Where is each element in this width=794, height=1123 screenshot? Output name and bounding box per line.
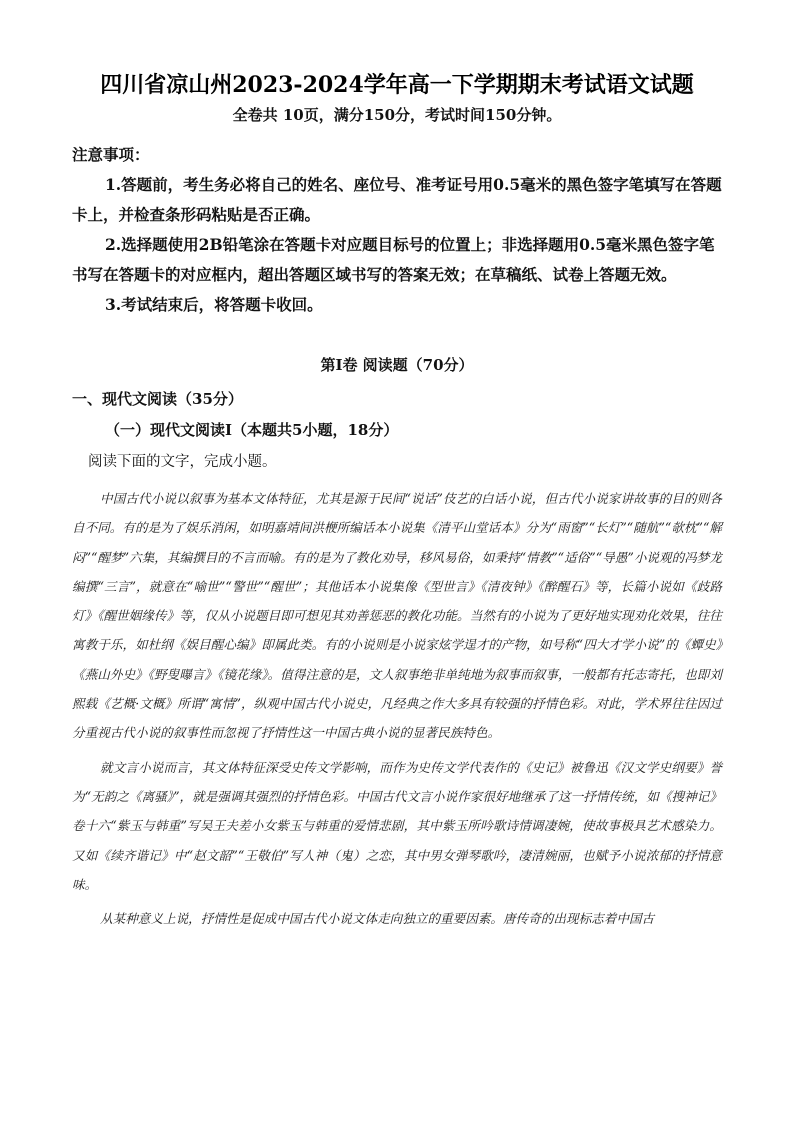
note-item-1: 1.答题前，考生务必将自己的姓名、座位号、准考证号用0.5毫米的黑色签字笔填写在答题卡上，并检查条形码粘贴是否正确。 [72, 175, 722, 224]
passage-paragraph-2: 就文言小说而言，其文体特征深受史传文学影响，而作为史传文学代表作的《史记》被鲁迅《汉文学史纲要》誉为“无韵之《离骚》”，就是强调其强烈的抒情色彩。中国古代文言小说作家很好地继承了这一抒情传统，如《搜神记》卷十六“紫玉与韩重”写吴王夫差小女紫玉与韩重的爱情悲剧，其中紫玉所吟歌诗情调凄婉，使故事极具艺术感染力。又如《续齐谐记》中“赵文韶”“王敬伯”写人神（鬼）之恋，其中男女弹琴歌吟，凄清婉丽，也赋予小说浓郁的抒情意味。 [72, 759, 722, 892]
document-subtitle: 全卷共 10页，满分150分，考试时间150分钟。 [232, 106, 562, 124]
sub-part-title: （一）现代文阅读Ⅰ（本题共5小题，18分） [105, 421, 399, 439]
reading-passage [72, 484, 722, 938]
note-item-3: 3.考试结束后，将答题卡收回。 [105, 295, 323, 314]
passage-paragraph-1: 中国古代小说以叙事为基本文体特征，尤其是源于民间“说话”伎艺的白话小说，但古代小说家讲故事的目的则各自不同。有的是为了娱乐消闲，如明嘉靖间洪楩所编话本小说集《清平山堂话本》分为“雨窗”“长灯”“随航”“欹枕”“解闷”“醒梦”六集，其编撰目的不言而喻。有的是为了教化劝导，移风易俗，如秉持“情教”“适俗”“导愚”小说观的冯梦龙编撰“三言”，就意在“喻世”“警世”“醒世”；其他话本小说集像《型世言》《清夜钟》《醉醒石》等，长篇小说如《歧路灯》《醒世姻缘传》等，仅从小说题目即可想见其劝善惩恶的教化功能。当然有的小说为了更好地实现劝化效果，往往寓教于乐，如杜纲《娱目醒心编》即属此类。有的小说则是小说家炫学逞才的产物，如号称“四大才学小说”的《蟫史》《燕山外史》《野叟曝言》《镜花缘》。值得注意的是，文人叙事绝非单纯地为叙事而叙事，一般都有托志寄托，也即刘熙载《艺概·文概》所谓“寓情”，纵观中国古代小说史，凡经典之作大多具有较强的抒情色彩。对此，学术界往往因过分重视古代小说的叙事性而忽视了抒情性这一中国古典小说的显著民族特色。 [72, 491, 722, 741]
document-title: 四川省凉山州2023-2024学年高一下学期期末考试语文试题 [100, 72, 694, 98]
section-title: 第Ⅰ卷 阅读题（70分） [320, 356, 474, 374]
part-title: 一、现代文阅读（35分） [72, 390, 243, 408]
note-item-2: 2.选择题使用2B铅笔涂在答题卡对应题目标号的位置上；非选择题用0.5毫米黑色签字笔书写在答题卡的对应框内，超出答题区域书写的答案无效；在草稿纸、试卷上答题无效。 [72, 235, 715, 284]
passage-paragraph-3: 从某种意义上说，抒情性是促成中国古代小说文体走向独立的重要因素。唐传奇的出现标志着中国古 [100, 911, 655, 927]
reading-instruction: 阅读下面的文字，完成小题。 [88, 454, 277, 470]
notes-heading: 注意事项： [72, 145, 150, 164]
notes-block [72, 140, 722, 320]
